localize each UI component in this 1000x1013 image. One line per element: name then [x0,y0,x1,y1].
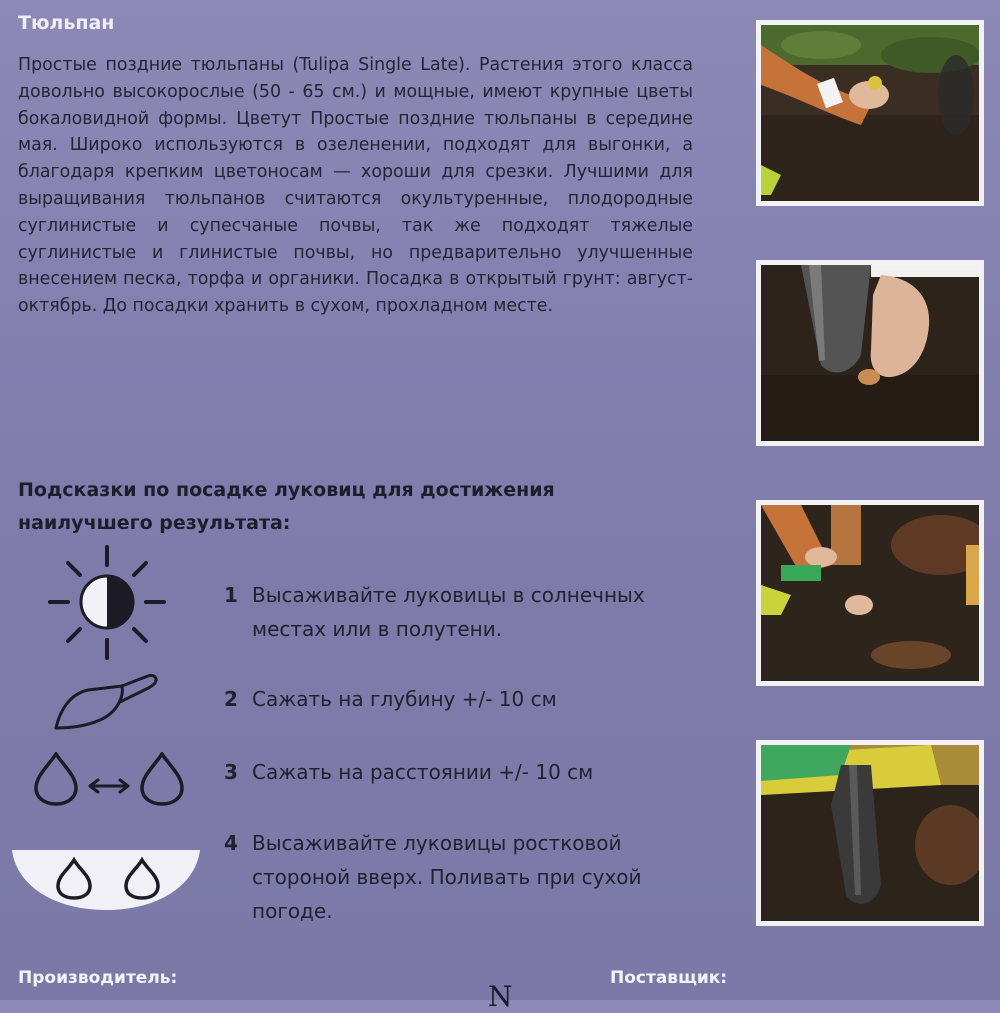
supplier-label: Поставщик: [610,968,728,988]
manufacturer-label: Производитель: [18,968,178,988]
photo-planting-hands [756,20,984,206]
tip-number: 1 [224,583,238,607]
trowel-icon [52,670,160,732]
tip-3 [224,755,694,789]
tip-text: Высаживайте луковицы в солнечных местах или в полутени. [252,583,645,641]
sun-halfshade-icon [48,545,166,660]
tip-2 [224,682,694,716]
tips-heading: Подсказки по посадке луковиц для достижения наилучшего результата: [18,479,555,534]
logo-fragment: N [488,980,513,1013]
tip-number: 2 [224,687,238,711]
tip-number: 3 [224,760,238,784]
tip-4 [224,826,694,928]
photo-bulb-in-hole [756,260,984,446]
photo-shovel [756,740,984,926]
tip-text: Сажать на глубину +/- 10 см [252,687,557,711]
tip-number: 4 [224,831,238,855]
tip-text: Сажать на расстоянии +/- 10 см [252,760,594,784]
bulb-spacing-icon [34,752,184,806]
bulbs-in-soil-icon [12,850,200,912]
description-text: Простые поздние тюльпаны (Tulipa Single Late). Растения этого класса довольно высокорослые (50 - 65 см.) и мощные, имеют крупные цветы бокаловидной формы. Цветут Простые поздние тюльпаны в середине мая. Широко используются в озеленении, подходят для выгонки, а благодаря крепким цветоносам — хороши для срезки. Лучшими для выращивания тюльпанов считаются окультуренные, плодородные суглинистые и супесчаные почвы, так же подходят тяжелые суглинистые и глинистые почвы, но предварительно улучшенные внесением песка, торфа и органики. Посадка в открытый грунт: август-октябрь. До посадки хранить в сухом, прохладном месте. [18,55,693,317]
page-title: Тюльпан [18,12,115,34]
photo-digging [756,500,984,686]
tip-text: Высаживайте луковицы ростковой стороной вверх. Поливать при сухой погоде. [252,831,642,923]
tip-1 [224,578,694,646]
